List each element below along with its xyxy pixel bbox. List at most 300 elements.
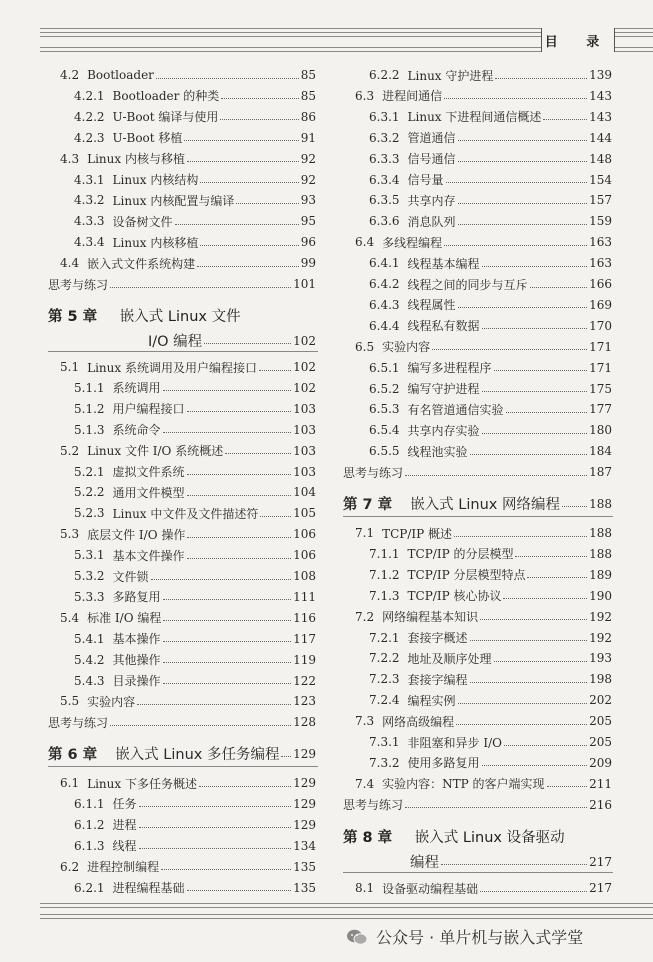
leader-dots — [200, 182, 298, 183]
toc-entry — [60, 254, 316, 272]
leader-dots — [458, 203, 588, 204]
section-number: 5.4.2 — [74, 652, 105, 667]
toc-entry — [369, 733, 612, 751]
chapter-title: 嵌入式 Linux 多任务编程 — [115, 747, 280, 763]
page-number: 92 — [300, 172, 316, 187]
page-number: 102 — [293, 333, 316, 348]
leader-dots — [200, 245, 298, 246]
page-number: 128 — [293, 715, 316, 730]
leader-dots — [204, 343, 291, 344]
page-number: 106 — [293, 548, 316, 563]
toc-entry — [355, 233, 612, 251]
leader-dots — [495, 78, 587, 79]
page-number: 139 — [589, 68, 612, 82]
leader-dots — [137, 704, 291, 705]
section-number: 6.1.3 — [74, 838, 105, 853]
section-title: 线程私有数据 — [407, 319, 480, 334]
leader-dots — [220, 119, 298, 120]
page-number: 91 — [300, 130, 316, 145]
toc-entry — [369, 191, 612, 209]
section-number: 7.3 — [355, 714, 375, 729]
section-title: 实验内容 — [382, 340, 431, 355]
page-number: 96 — [300, 235, 316, 250]
page-number: 85 — [300, 68, 316, 82]
page-number: 143 — [589, 88, 612, 103]
section-title: 消息队列 — [407, 214, 456, 229]
page-number: 106 — [293, 527, 316, 542]
page-number: 159 — [589, 214, 612, 229]
wechat-icon — [346, 928, 368, 946]
leader-dots — [506, 412, 588, 413]
section-title: Linux 内核结构 — [112, 173, 199, 187]
section-number: 6.4.1 — [369, 256, 400, 271]
section-title: TCP/IP 核心协议 — [407, 589, 502, 604]
page-number: 192 — [589, 630, 612, 645]
page-number: 188 — [589, 526, 612, 540]
page-number: 144 — [589, 130, 612, 145]
page-number: 92 — [300, 151, 316, 166]
section-title: 管道通信 — [407, 131, 456, 146]
section-number: 5.2.1 — [74, 464, 105, 479]
leader-dots — [225, 453, 291, 454]
section-title: 其他操作 — [112, 653, 161, 668]
chapter-title: 嵌入式 Linux 设备驱动 — [414, 830, 565, 846]
section-title: 编写多进程程序 — [407, 361, 492, 376]
leader-dots — [187, 558, 292, 559]
section-number: 6.4 — [355, 235, 375, 250]
toc-entry — [74, 87, 316, 105]
leader-dots — [454, 536, 587, 537]
page-number: 119 — [293, 652, 316, 667]
page-number: 105 — [293, 506, 316, 521]
leader-dots — [110, 287, 291, 288]
chapter-number: 第 7 章 — [343, 497, 393, 513]
leader-dots — [151, 579, 292, 580]
chapter-7-heading — [343, 493, 612, 514]
section-number: 6.5.1 — [369, 360, 400, 375]
leader-dots — [161, 869, 291, 870]
section-number: 5.1 — [60, 360, 80, 374]
toc-entry — [355, 775, 612, 793]
toc-entry — [369, 587, 612, 605]
section-number: 4.2.3 — [74, 130, 105, 145]
page-number: 177 — [589, 402, 612, 417]
toc-entry — [60, 774, 316, 792]
section-title: 多路复用 — [112, 590, 161, 605]
page-number: 116 — [293, 610, 316, 625]
leader-dots — [547, 786, 588, 787]
toc-entry — [355, 87, 612, 105]
chapter-rule — [343, 516, 613, 517]
section-number: 6.1.2 — [74, 817, 105, 832]
page-number: 211 — [589, 776, 612, 791]
section-number: 6.1 — [60, 776, 80, 790]
section-number: 7.2 — [355, 609, 375, 624]
section-title: 虚拟文件系统 — [112, 465, 185, 479]
section-number: 7.1.2 — [369, 567, 400, 582]
page-number: 104 — [293, 485, 316, 500]
section-title: Linux 守护进程 — [407, 68, 494, 83]
leader-dots — [480, 619, 587, 620]
section-title: Linux 系统调用及用户编程接口 — [87, 360, 257, 375]
section-title: TCP/IP 概述 — [382, 526, 453, 541]
page-number: 202 — [589, 693, 612, 708]
leader-dots — [482, 266, 588, 267]
toc-entry — [74, 567, 316, 585]
section-title: Linux 文件 I/O 系统概述 — [87, 444, 224, 459]
page-number: 193 — [589, 651, 612, 666]
section-title: 进程 — [112, 818, 137, 833]
section-title: Bootloader — [87, 68, 154, 82]
page-number: 163 — [589, 235, 612, 250]
leader-dots — [163, 432, 292, 433]
section-number: 6.3.1 — [369, 109, 400, 124]
leader-dots — [163, 599, 292, 600]
section-number: 7.1.1 — [369, 546, 400, 561]
section-title: 实验内容 — [87, 694, 136, 709]
toc-entry — [369, 421, 612, 439]
section-number: 5.4 — [60, 610, 80, 625]
page-number: 129 — [293, 776, 316, 790]
leader-dots — [163, 662, 292, 663]
section-number: 7.3.2 — [369, 755, 400, 770]
toc-entry — [369, 275, 612, 293]
page-number: 103 — [293, 422, 316, 437]
toc-entry — [369, 442, 612, 460]
toc-entry — [369, 545, 612, 563]
section-number: 4.3 — [60, 151, 80, 166]
section-number: 7.1.3 — [369, 588, 400, 603]
toc-entry — [74, 421, 316, 439]
leader-dots — [470, 682, 588, 683]
page-number: 169 — [589, 297, 612, 312]
leader-dots — [236, 203, 298, 204]
toc-entry — [60, 858, 316, 876]
section-number: 5.2 — [60, 443, 80, 458]
toc-entry — [74, 651, 316, 669]
toc-entry — [343, 463, 612, 481]
toc-entry — [74, 795, 316, 813]
section-number: 5.1.1 — [74, 380, 105, 395]
page-number: 180 — [589, 423, 612, 438]
section-title: 任务 — [112, 797, 137, 812]
section-number: 4.3.4 — [74, 235, 105, 250]
page-number: 192 — [589, 609, 612, 624]
page-number: 135 — [293, 859, 316, 874]
page-number: 171 — [589, 360, 612, 375]
section-title: 文件锁 — [112, 569, 149, 584]
section-title: Bootloader 的种类 — [112, 89, 220, 104]
toc-entry — [369, 108, 612, 126]
leader-dots — [175, 224, 299, 225]
page-number: 157 — [589, 193, 612, 208]
toc-entry — [60, 609, 316, 627]
section-title: 系统调用 — [112, 381, 161, 396]
section-title: 网络编程基本知识 — [382, 610, 479, 625]
toc-entry — [355, 879, 612, 897]
section-number: 7.1 — [355, 526, 375, 540]
page-number: 103 — [293, 464, 316, 479]
toc-entry — [74, 171, 316, 189]
chapter-number: 第 5 章 — [48, 309, 98, 325]
section-number: 5.5 — [60, 694, 80, 709]
section-number: 4.3.3 — [74, 214, 105, 229]
leader-dots — [139, 848, 292, 849]
section-title: Linux 内核移植 — [112, 235, 199, 250]
section-title: 思考与练习 — [48, 715, 109, 730]
toc-entry — [74, 837, 316, 855]
section-title: 标准 I/O 编程 — [87, 611, 162, 626]
page-number: 129 — [293, 817, 316, 832]
chapter-8-heading — [343, 826, 565, 847]
section-title: 线程之间的同步与互斥 — [407, 277, 528, 292]
page-number: 188 — [589, 546, 612, 561]
toc-entry — [369, 296, 612, 314]
section-title: 思考与练习 — [343, 465, 404, 480]
toc-entry — [369, 649, 612, 667]
section-number: 7.4 — [355, 776, 375, 791]
section-title: 有名管道通信实验 — [407, 402, 504, 417]
section-number: 7.2.3 — [369, 672, 400, 687]
page-number: 171 — [589, 339, 612, 354]
section-title: TCP/IP 的分层模型 — [407, 547, 514, 562]
section-title: 目录操作 — [112, 674, 161, 688]
leader-dots — [405, 475, 587, 476]
section-number: 6.3.5 — [369, 193, 400, 208]
section-number: 6.5.5 — [369, 444, 400, 459]
toc-entry — [74, 879, 316, 897]
toc-entry — [60, 66, 316, 84]
chapter-title-cont: I/O 编程 — [148, 334, 203, 350]
toc-entry — [369, 359, 612, 377]
section-title: 信号通信 — [407, 152, 456, 167]
leader-dots — [187, 411, 292, 412]
section-number: 6.3.2 — [369, 130, 400, 145]
page-number: 85 — [300, 88, 316, 103]
section-number: 4.2 — [60, 68, 80, 82]
section-number: 5.3.1 — [74, 548, 105, 563]
page-number: 175 — [589, 381, 612, 396]
section-number: 6.3.4 — [369, 172, 400, 187]
section-number: 8.1 — [355, 881, 375, 895]
toc-entry — [343, 796, 612, 814]
watermark — [346, 925, 583, 948]
section-title: 套接字概述 — [407, 631, 468, 645]
section-title: Linux 内核配置与编译 — [112, 193, 235, 208]
section-number: 6.5 — [355, 339, 375, 354]
leader-dots — [494, 370, 588, 371]
toc-entry — [74, 504, 316, 522]
page-number: 217 — [589, 854, 612, 869]
page-number: 170 — [589, 318, 612, 333]
section-title: 线程基本编程 — [407, 256, 480, 271]
toc-entry — [74, 129, 316, 147]
leader-dots — [163, 683, 292, 684]
section-number: 4.4 — [60, 256, 80, 271]
leader-dots — [187, 161, 299, 162]
leader-dots — [456, 724, 587, 725]
section-number: 6.2.2 — [369, 68, 400, 82]
page-number: 99 — [300, 256, 316, 271]
section-number: 6.1.1 — [74, 796, 105, 811]
page-number: 163 — [589, 256, 612, 271]
leader-dots — [187, 474, 292, 475]
leader-dots — [494, 661, 588, 662]
toc-entry — [369, 566, 612, 584]
toc-entry — [74, 212, 316, 230]
leader-dots — [110, 725, 291, 726]
page-title: 目 录 — [544, 34, 612, 50]
section-number: 5.2.3 — [74, 506, 105, 521]
chapter-number: 第 6 章 — [48, 747, 98, 763]
section-number: 4.3.2 — [74, 193, 105, 208]
toc-entry — [74, 816, 316, 834]
section-title: 线程池实验 — [407, 444, 468, 459]
leader-dots — [163, 390, 292, 391]
leader-dots — [432, 349, 587, 350]
page-number: 129 — [293, 796, 316, 811]
section-number: 5.3 — [60, 527, 80, 542]
toc-entry — [48, 275, 316, 293]
section-number: 5.3.3 — [74, 589, 105, 604]
section-title: 底层文件 I/O 操作 — [87, 527, 186, 542]
section-title: TCP/IP 分层模型特点 — [407, 568, 526, 583]
leader-dots — [482, 765, 588, 766]
leader-dots — [163, 620, 291, 621]
page-number: 103 — [293, 401, 316, 416]
leader-dots — [482, 391, 588, 392]
section-number: 7.3.1 — [369, 735, 400, 749]
toc-entry — [74, 379, 316, 397]
toc-entry — [74, 483, 316, 501]
toc-entry — [355, 524, 612, 542]
section-title: 线程属性 — [407, 298, 456, 313]
section-number: 6.4.4 — [369, 318, 400, 333]
page-number: 102 — [293, 360, 316, 374]
leader-dots — [187, 890, 292, 891]
section-title: 思考与练习 — [343, 798, 404, 813]
section-title: 套接字编程 — [407, 672, 468, 687]
section-title: 实验内容：NTP 的客户端实现 — [382, 777, 545, 792]
page-number: 111 — [293, 589, 316, 604]
page-number: 205 — [589, 735, 612, 749]
page-number: 166 — [589, 277, 612, 291]
page-number: 217 — [589, 881, 612, 895]
chapter-number: 第 8 章 — [343, 830, 393, 846]
chapter-8-heading-line2 — [410, 851, 612, 872]
section-number: 6.5.2 — [369, 381, 400, 396]
leader-dots — [139, 806, 292, 807]
page-number: 188 — [589, 496, 612, 511]
chapter-title: 嵌入式 Linux 文件 — [119, 309, 241, 325]
section-title: Linux 内核与移植 — [87, 152, 185, 167]
page-number: 198 — [589, 672, 612, 687]
leader-dots — [441, 864, 587, 865]
page-number: 103 — [293, 443, 316, 458]
page-number: 205 — [589, 714, 612, 729]
page-number: 86 — [300, 109, 316, 124]
section-title: U-Boot 移植 — [112, 131, 183, 146]
section-number: 6.3.6 — [369, 214, 400, 229]
toc-entry — [355, 338, 612, 356]
section-title: 用户编程接口 — [112, 402, 185, 417]
section-number: 6.2 — [60, 859, 80, 874]
section-number: 6.3 — [355, 88, 375, 103]
leader-dots — [163, 641, 292, 642]
section-number: 7.2.2 — [369, 651, 400, 666]
toc-entry — [369, 670, 612, 688]
section-title: 编程实例 — [407, 693, 456, 708]
leader-dots — [199, 786, 291, 787]
leader-dots — [458, 703, 588, 704]
page-number: 123 — [293, 694, 316, 709]
leader-dots — [515, 556, 587, 557]
leader-dots — [482, 328, 588, 329]
section-number: 4.2.1 — [74, 88, 105, 103]
section-number: 6.3.3 — [369, 151, 400, 166]
leader-dots — [530, 287, 588, 288]
toc-entry — [369, 254, 612, 272]
toc-entry — [48, 713, 316, 731]
toc-entry — [74, 630, 316, 648]
leader-dots — [446, 182, 588, 183]
watermark-text: 公众号 · 单片机与嵌入式学堂 — [376, 928, 584, 947]
leader-dots — [562, 506, 587, 507]
section-number: 5.4.1 — [74, 631, 105, 646]
leader-dots — [184, 140, 298, 141]
page-number: 216 — [589, 797, 612, 812]
section-title: 多线程编程 — [382, 235, 443, 250]
chapter-title: 嵌入式 Linux 网络编程 — [410, 497, 560, 513]
leader-dots — [259, 370, 291, 371]
section-number: 5.1.3 — [74, 422, 105, 437]
section-title: 思考与练习 — [48, 277, 109, 292]
leader-dots — [527, 577, 587, 578]
leader-dots — [405, 807, 587, 808]
section-title: 进程编程基础 — [112, 881, 185, 895]
page-number: 108 — [293, 569, 316, 583]
page-number: 117 — [293, 631, 316, 646]
section-title: 非阻塞和异步 I/O — [407, 735, 502, 750]
section-number: 6.5.3 — [369, 402, 400, 417]
page-number: 209 — [589, 755, 612, 770]
section-title: 共享内存 — [407, 193, 456, 208]
leader-dots — [458, 224, 588, 225]
leader-dots — [187, 537, 291, 538]
page-number: 101 — [293, 277, 316, 291]
leader-dots — [470, 454, 588, 455]
page-number: 93 — [300, 193, 316, 208]
section-title: 基本文件操作 — [112, 548, 185, 563]
toc-entry — [74, 588, 316, 606]
leader-dots — [480, 891, 587, 892]
section-number: 7.2.1 — [369, 630, 400, 645]
section-number: 4.2.2 — [74, 109, 105, 124]
section-title: 使用多路复用 — [407, 756, 480, 771]
toc-entry — [369, 400, 612, 418]
section-title: 通用文件模型 — [112, 485, 185, 500]
page-number: 154 — [589, 172, 612, 187]
leader-dots — [470, 640, 588, 641]
leader-dots — [504, 745, 587, 746]
toc-entry — [369, 171, 612, 189]
chapter-5-heading-line2 — [148, 330, 316, 351]
chapter-rule — [343, 872, 613, 873]
toc-entry — [355, 608, 612, 626]
toc-entry — [74, 672, 316, 690]
page-number: 129 — [293, 746, 316, 761]
section-number: 6.4.3 — [369, 297, 400, 312]
